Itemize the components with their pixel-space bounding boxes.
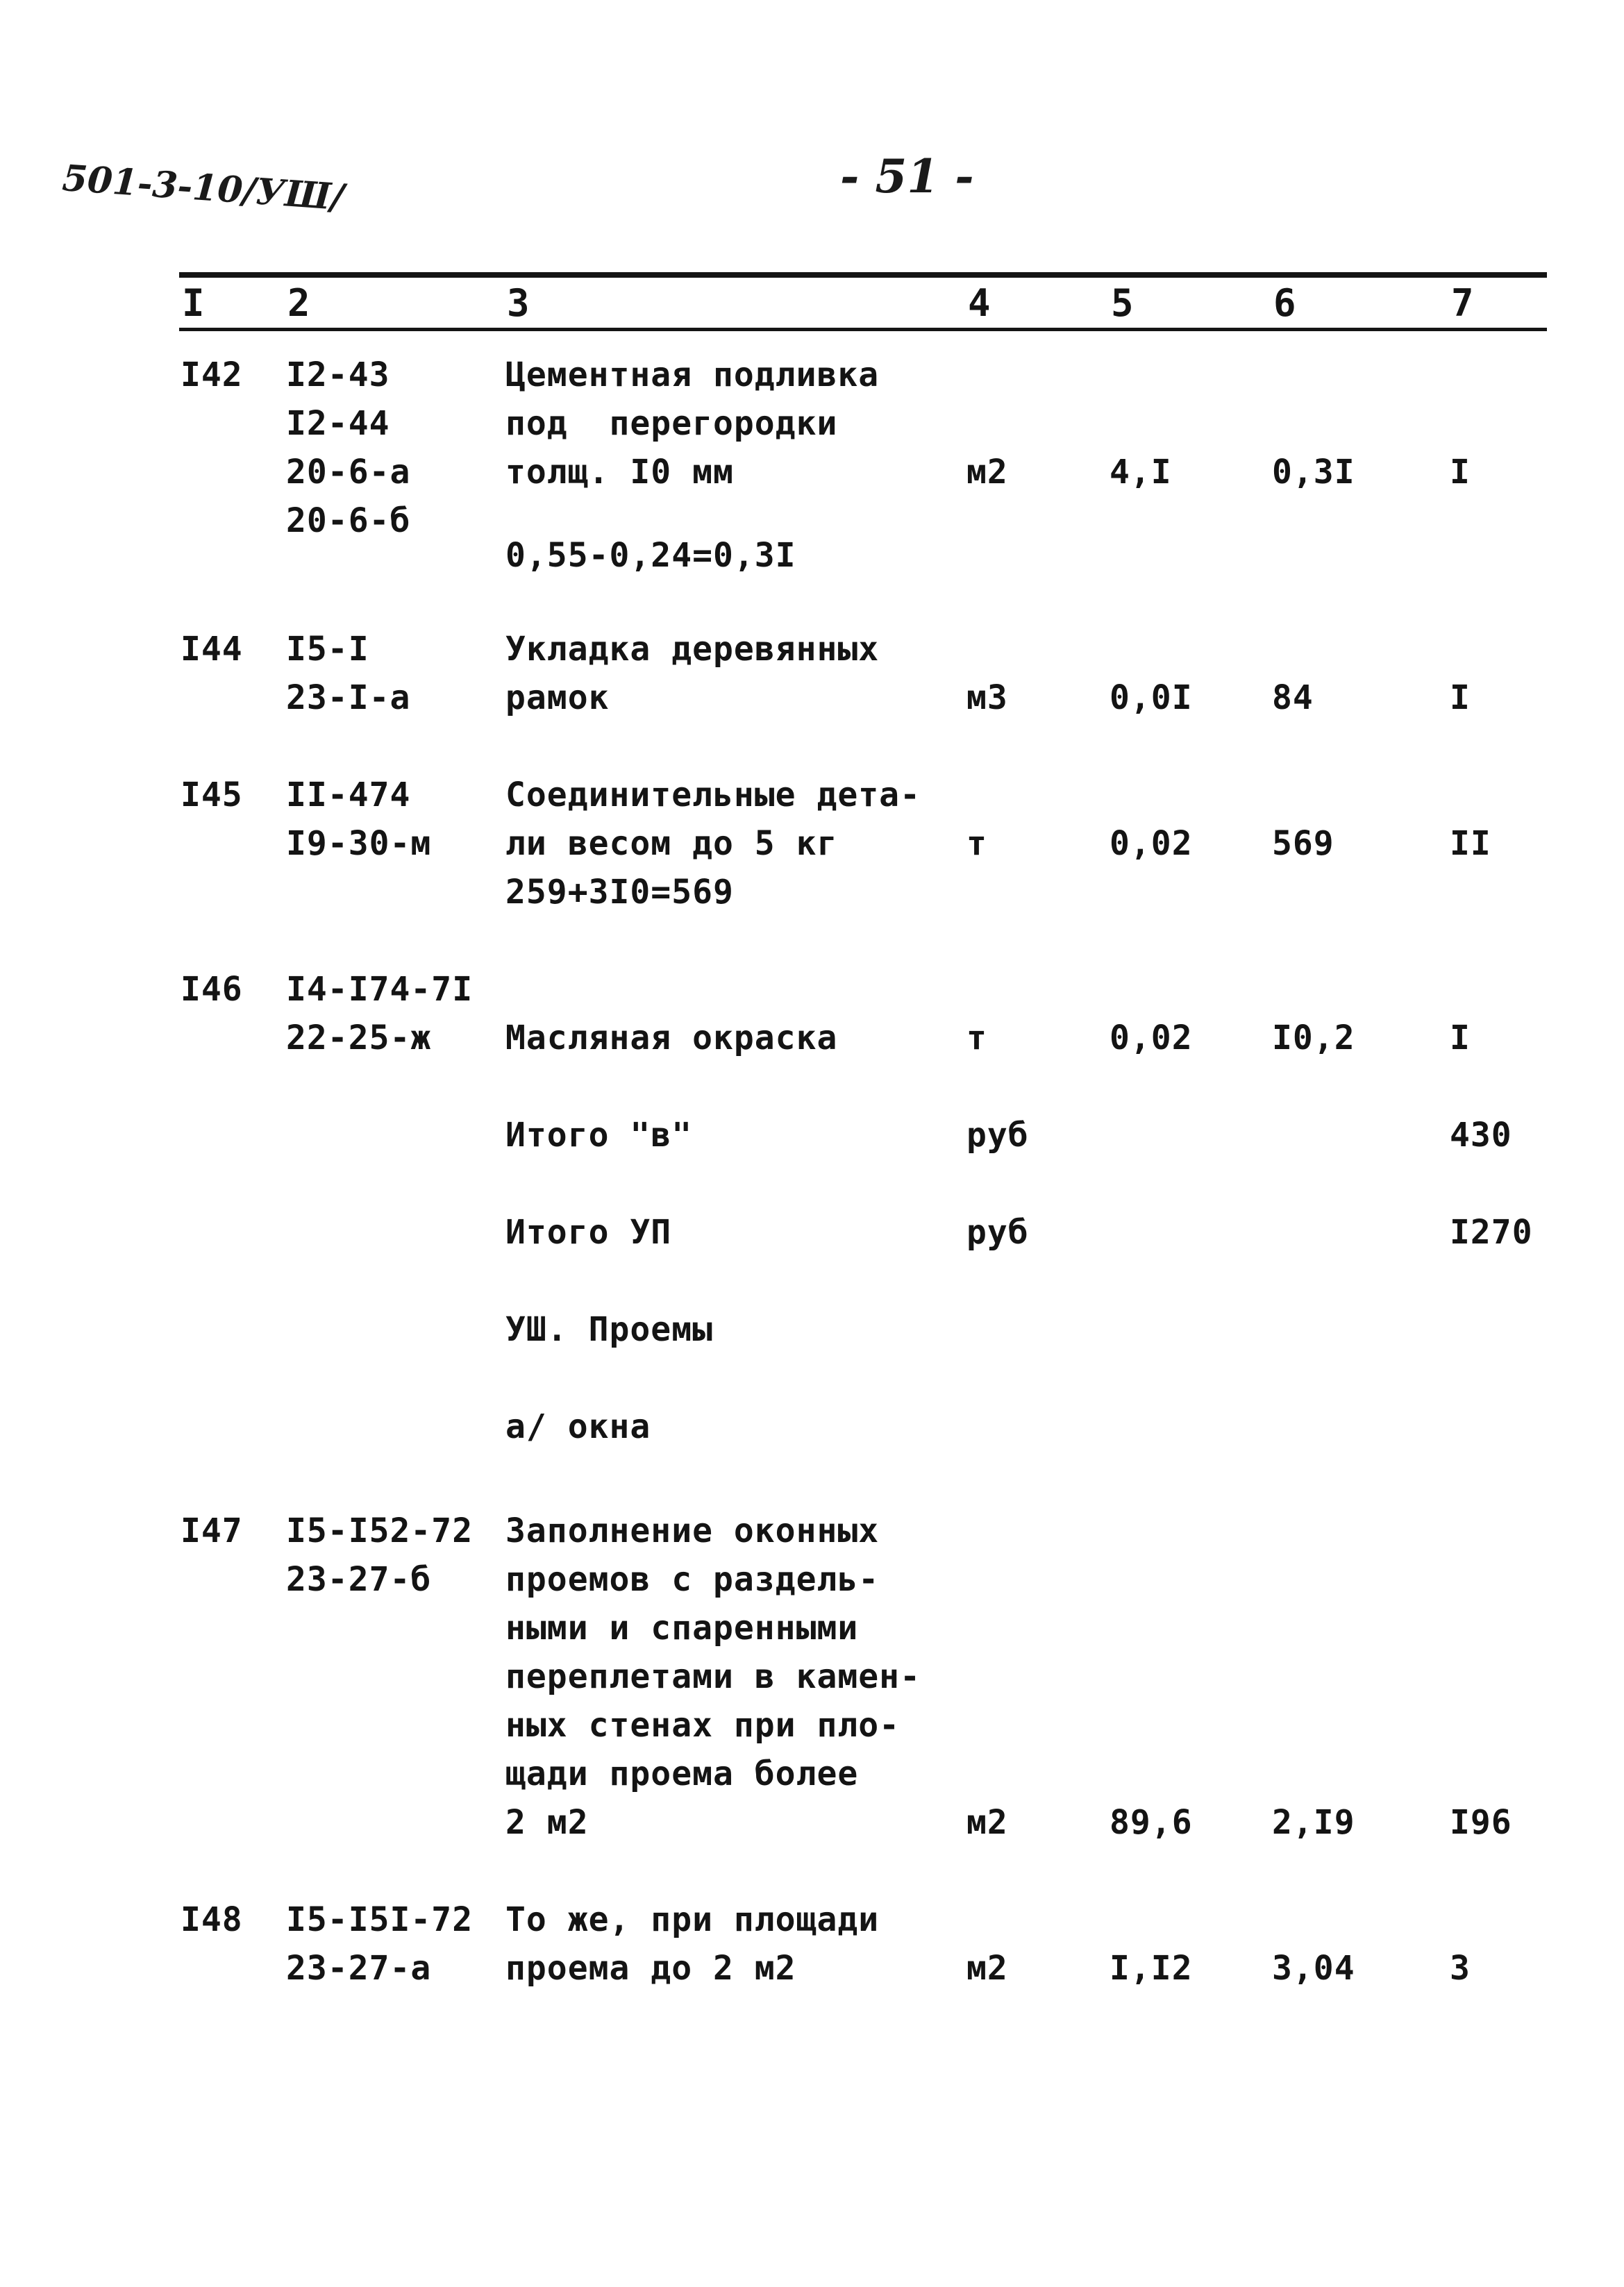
subtotal-label: Итого "в": [505, 1116, 693, 1155]
row-unit: м2: [966, 1949, 1008, 1988]
row-code: I5-I: [286, 630, 369, 669]
row-unit: м3: [966, 678, 1008, 717]
row-description: То же, при площади: [505, 1900, 880, 1939]
row-number: I44: [181, 630, 243, 669]
column-header-2: 2: [287, 281, 310, 325]
row-unit-price: 84: [1272, 678, 1314, 717]
row-quantity: 0,02: [1110, 824, 1193, 863]
row-formula: 0,55-0,24=0,3I: [505, 536, 796, 575]
row-total: I96: [1450, 1803, 1512, 1842]
subtotal-value: 430: [1450, 1116, 1512, 1155]
row-quantity: 0,02: [1110, 1019, 1193, 1057]
row-quantity: 0,0I: [1110, 678, 1193, 717]
row-code: I2-44: [286, 404, 390, 443]
row-code: 20-6-б: [286, 501, 411, 540]
row-formula: 259+3I0=569: [505, 873, 734, 912]
row-code: II-474: [286, 776, 411, 814]
row-description: под перегородки: [505, 404, 838, 443]
row-quantity: I,I2: [1110, 1949, 1193, 1988]
column-header-3: 3: [507, 281, 530, 325]
row-description: проемов с раздель-: [505, 1560, 880, 1599]
row-total: I: [1450, 453, 1471, 492]
row-total: II: [1450, 824, 1491, 863]
total-unit: руб: [966, 1213, 1029, 1252]
row-unit: м2: [966, 453, 1008, 492]
row-description: 2 м2: [505, 1803, 589, 1842]
row-code: I9-30-м: [286, 824, 432, 863]
subtotal-unit: руб: [966, 1116, 1029, 1155]
section-heading: УШ. Проемы: [505, 1310, 713, 1349]
row-description: Соединительные дета-: [505, 776, 921, 814]
row-total: I: [1450, 678, 1471, 717]
row-unit-price: 0,3I: [1272, 453, 1355, 492]
row-total: I: [1450, 1019, 1471, 1057]
row-unit-price: I0,2: [1272, 1019, 1355, 1057]
row-number: I46: [181, 970, 243, 1009]
row-unit: т: [966, 1019, 987, 1057]
row-unit: т: [966, 824, 987, 863]
row-unit-price: 3,04: [1272, 1949, 1355, 1988]
row-code: 20-6-а: [286, 453, 411, 492]
row-quantity: 4,I: [1110, 453, 1172, 492]
row-description: щади проема более: [505, 1754, 859, 1793]
row-code: 22-25-ж: [286, 1019, 432, 1057]
total-label: Итого УП: [505, 1213, 672, 1252]
row-description: ными и спаренными: [505, 1609, 859, 1648]
row-description: Цементная подливка: [505, 355, 880, 394]
table-header-rule: [179, 328, 1547, 331]
row-description: толщ. I0 мм: [505, 453, 734, 492]
row-description: проема до 2 м2: [505, 1949, 796, 1988]
row-unit: м2: [966, 1803, 1008, 1842]
row-description: Укладка деревянных: [505, 630, 880, 669]
row-number: I45: [181, 776, 243, 814]
total-value: I270: [1450, 1213, 1533, 1252]
row-description: переплетами в камен-: [505, 1657, 921, 1696]
column-header-1: I: [182, 281, 205, 325]
row-code: 23-27-б: [286, 1560, 432, 1599]
row-unit-price: 569: [1272, 824, 1334, 863]
row-description: ли весом до 5 кг: [505, 824, 838, 863]
column-header-4: 4: [968, 281, 991, 325]
row-unit-price: 2,I9: [1272, 1803, 1355, 1842]
row-number: I48: [181, 1900, 243, 1939]
column-header-7: 7: [1451, 281, 1474, 325]
row-number: I47: [181, 1511, 243, 1550]
row-code: 23-I-а: [286, 678, 411, 717]
row-description: Масляная окраска: [505, 1019, 838, 1057]
page-number: - 51 -: [840, 149, 974, 203]
row-description: Заполнение оконных: [505, 1511, 880, 1550]
row-number: I42: [181, 355, 243, 394]
row-code: I5-I52-72: [286, 1511, 474, 1550]
row-description: ных стенах при пло-: [505, 1706, 901, 1745]
subsection-heading: а/ окна: [505, 1407, 651, 1446]
row-code: I5-I5I-72: [286, 1900, 474, 1939]
row-quantity: 89,6: [1110, 1803, 1193, 1842]
column-header-5: 5: [1111, 281, 1134, 325]
row-code: I4-I74-7I: [286, 970, 474, 1009]
row-total: 3: [1450, 1949, 1471, 1988]
column-header-6: 6: [1273, 281, 1296, 325]
row-code: 23-27-а: [286, 1949, 432, 1988]
row-code: I2-43: [286, 355, 390, 394]
table-top-rule: [179, 272, 1547, 278]
document-code: 501-3-10/УШ/: [60, 157, 346, 219]
row-description: рамок: [505, 678, 610, 717]
